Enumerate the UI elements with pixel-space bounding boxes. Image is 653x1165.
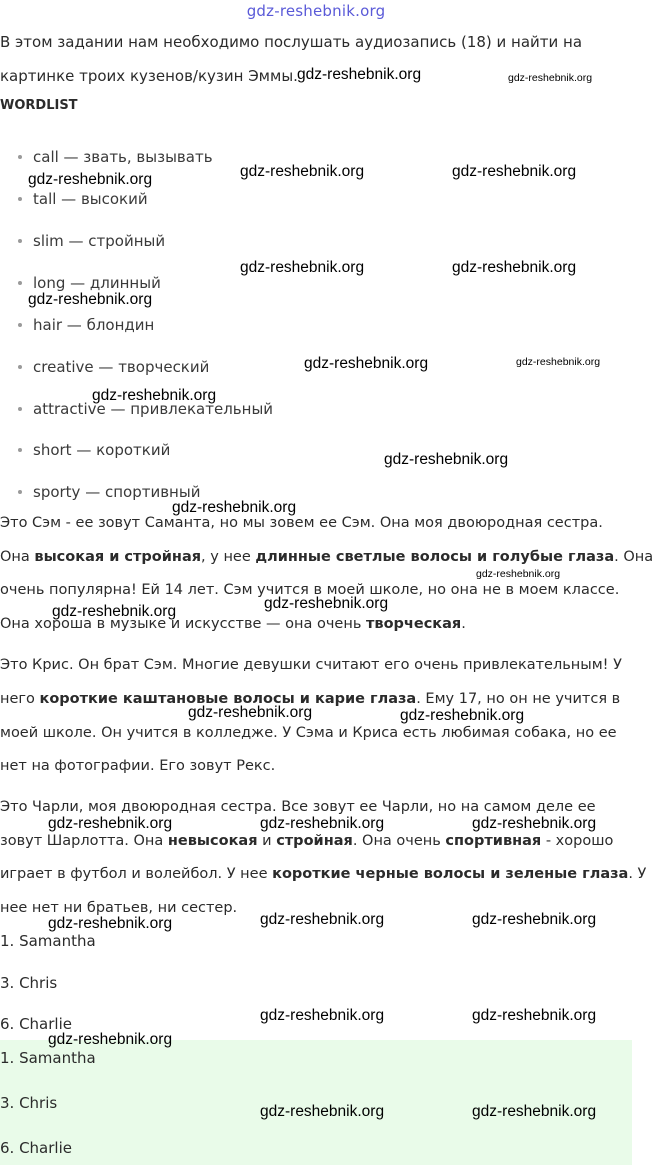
watermark: gdz-reshebnik.org [452, 163, 577, 180]
watermark: gdz-reshebnik.org [297, 66, 422, 83]
chris-line-1: Это Крис. Он брат Сэм. Многие девушки считают его очень привлекательным! У [0, 657, 622, 673]
watermark: gdz-reshebnik.org [400, 707, 525, 724]
bullet-icon [18, 490, 22, 494]
watermark: gdz-reshebnik.org [472, 815, 597, 832]
watermark: gdz-reshebnik.org [188, 704, 313, 721]
watermark: gdz-reshebnik.org [48, 1031, 173, 1048]
watermark: gdz-reshebnik.org [260, 1103, 385, 1120]
watermark: gdz-reshebnik.org [52, 603, 177, 620]
watermark: gdz-reshebnik.org [260, 1007, 385, 1024]
watermark: gdz-reshebnik.org [472, 1103, 597, 1120]
wordlist-item: attractive — привлекательный [18, 400, 273, 418]
intro-line-2: картинке троих кузенов/кузин Эммы. [0, 67, 298, 85]
charlie-line-1: Это Чарли, моя двоюродная сестра. Все зовут ее Чарли, но на самом деле ее [0, 799, 596, 815]
watermark: gdz-reshebnik.org [48, 915, 173, 932]
answer-item: 6. Charlie [0, 1015, 72, 1033]
watermark: gdz-reshebnik.org [264, 595, 389, 612]
chris-line-4: нет на фотографии. Его зовут Рекс. [0, 758, 276, 774]
highlighted-answer-item: 1. Samantha [0, 1049, 96, 1067]
answer-item: 1. Samantha [0, 932, 96, 950]
watermark: gdz-reshebnik.org [28, 291, 153, 308]
site-title[interactable]: gdz-reshebnik.org [246, 2, 386, 20]
watermark: gdz-reshebnik.org [260, 911, 385, 928]
watermark: gdz-reshebnik.org [452, 259, 577, 276]
watermark: gdz-reshebnik.org [172, 499, 297, 516]
watermark: gdz-reshebnik.org [304, 355, 429, 372]
wordlist-item: sporty — спортивный [18, 483, 200, 501]
charlie-line-3: играет в футбол и волейбол. У нее короткие черные волосы и зеленые глаза. У [0, 866, 647, 882]
bullet-icon [18, 239, 22, 243]
sam-line-2: Она высокая и стройная, у нее длинные светлые волосы и голубые глаза. Она [0, 549, 653, 565]
watermark: gdz-reshebnik.org [48, 815, 173, 832]
watermark: gdz-reshebnik.org [28, 171, 153, 188]
watermark: gdz-reshebnik.org [240, 163, 365, 180]
watermark: gdz-reshebnik.org [92, 387, 217, 404]
bullet-icon [18, 407, 22, 411]
wordlist-item: tall — высокий [18, 190, 148, 208]
answer-item: 3. Chris [0, 974, 58, 992]
wordlist-item: hair — блондин [18, 316, 154, 334]
highlighted-answer-item: 6. Charlie [0, 1139, 72, 1157]
sam-line-3: очень популярна! Ей 14 лет. Сэм учится в моей школе, но она не в моем классе. [0, 582, 620, 598]
watermark: gdz-reshebnik.org [472, 1007, 597, 1024]
wordlist-item: creative — творческий [18, 358, 209, 376]
chris-line-2: него короткие каштановые волосы и карие глаза. Ему 17, но он не учится в [0, 691, 621, 707]
chris-line-3: моей школе. Он учится в колледже. У Сэма и Криса есть любимая собака, но ее [0, 725, 617, 741]
sam-line-1: Это Сэм - ее зовут Саманта, но мы зовем ее Сэм. Она моя двоюродная сестра. [0, 515, 603, 531]
wordlist-item: call — звать, вызывать [18, 148, 213, 166]
charlie-line-2: зовут Шарлотта. Она невысокая и стройная. Она очень спортивная - хорошо [0, 833, 614, 849]
bullet-icon [18, 323, 22, 327]
bullet-icon [18, 155, 22, 159]
bullet-icon [18, 197, 22, 201]
watermark: gdz-reshebnik.org [240, 259, 365, 276]
wordlist-item: long — длинный [18, 274, 161, 292]
wordlist-item: slim — стройный [18, 232, 165, 250]
watermark: gdz-reshebnik.org [472, 911, 597, 928]
watermark: gdz-reshebnik.org [476, 568, 561, 580]
bullet-icon [18, 448, 22, 452]
watermark: gdz-reshebnik.org [516, 356, 601, 368]
sam-line-4: Она хороша в музыке и искусстве — она очень творческая. [0, 616, 466, 632]
watermark: gdz-reshebnik.org [384, 451, 509, 468]
wordlist-item: short — короткий [18, 441, 170, 459]
intro-line-1: В этом задании нам необходимо послушать аудиозапись (18) и найти на [0, 33, 583, 51]
wordlist-heading: WORDLIST [0, 98, 78, 113]
bullet-icon [18, 281, 22, 285]
charlie-line-4: нее нет ни братьев, ни сестер. [0, 900, 238, 916]
watermark: gdz-reshebnik.org [508, 72, 593, 84]
watermark: gdz-reshebnik.org [260, 815, 385, 832]
highlighted-answer-item: 3. Chris [0, 1094, 58, 1112]
bullet-icon [18, 365, 22, 369]
